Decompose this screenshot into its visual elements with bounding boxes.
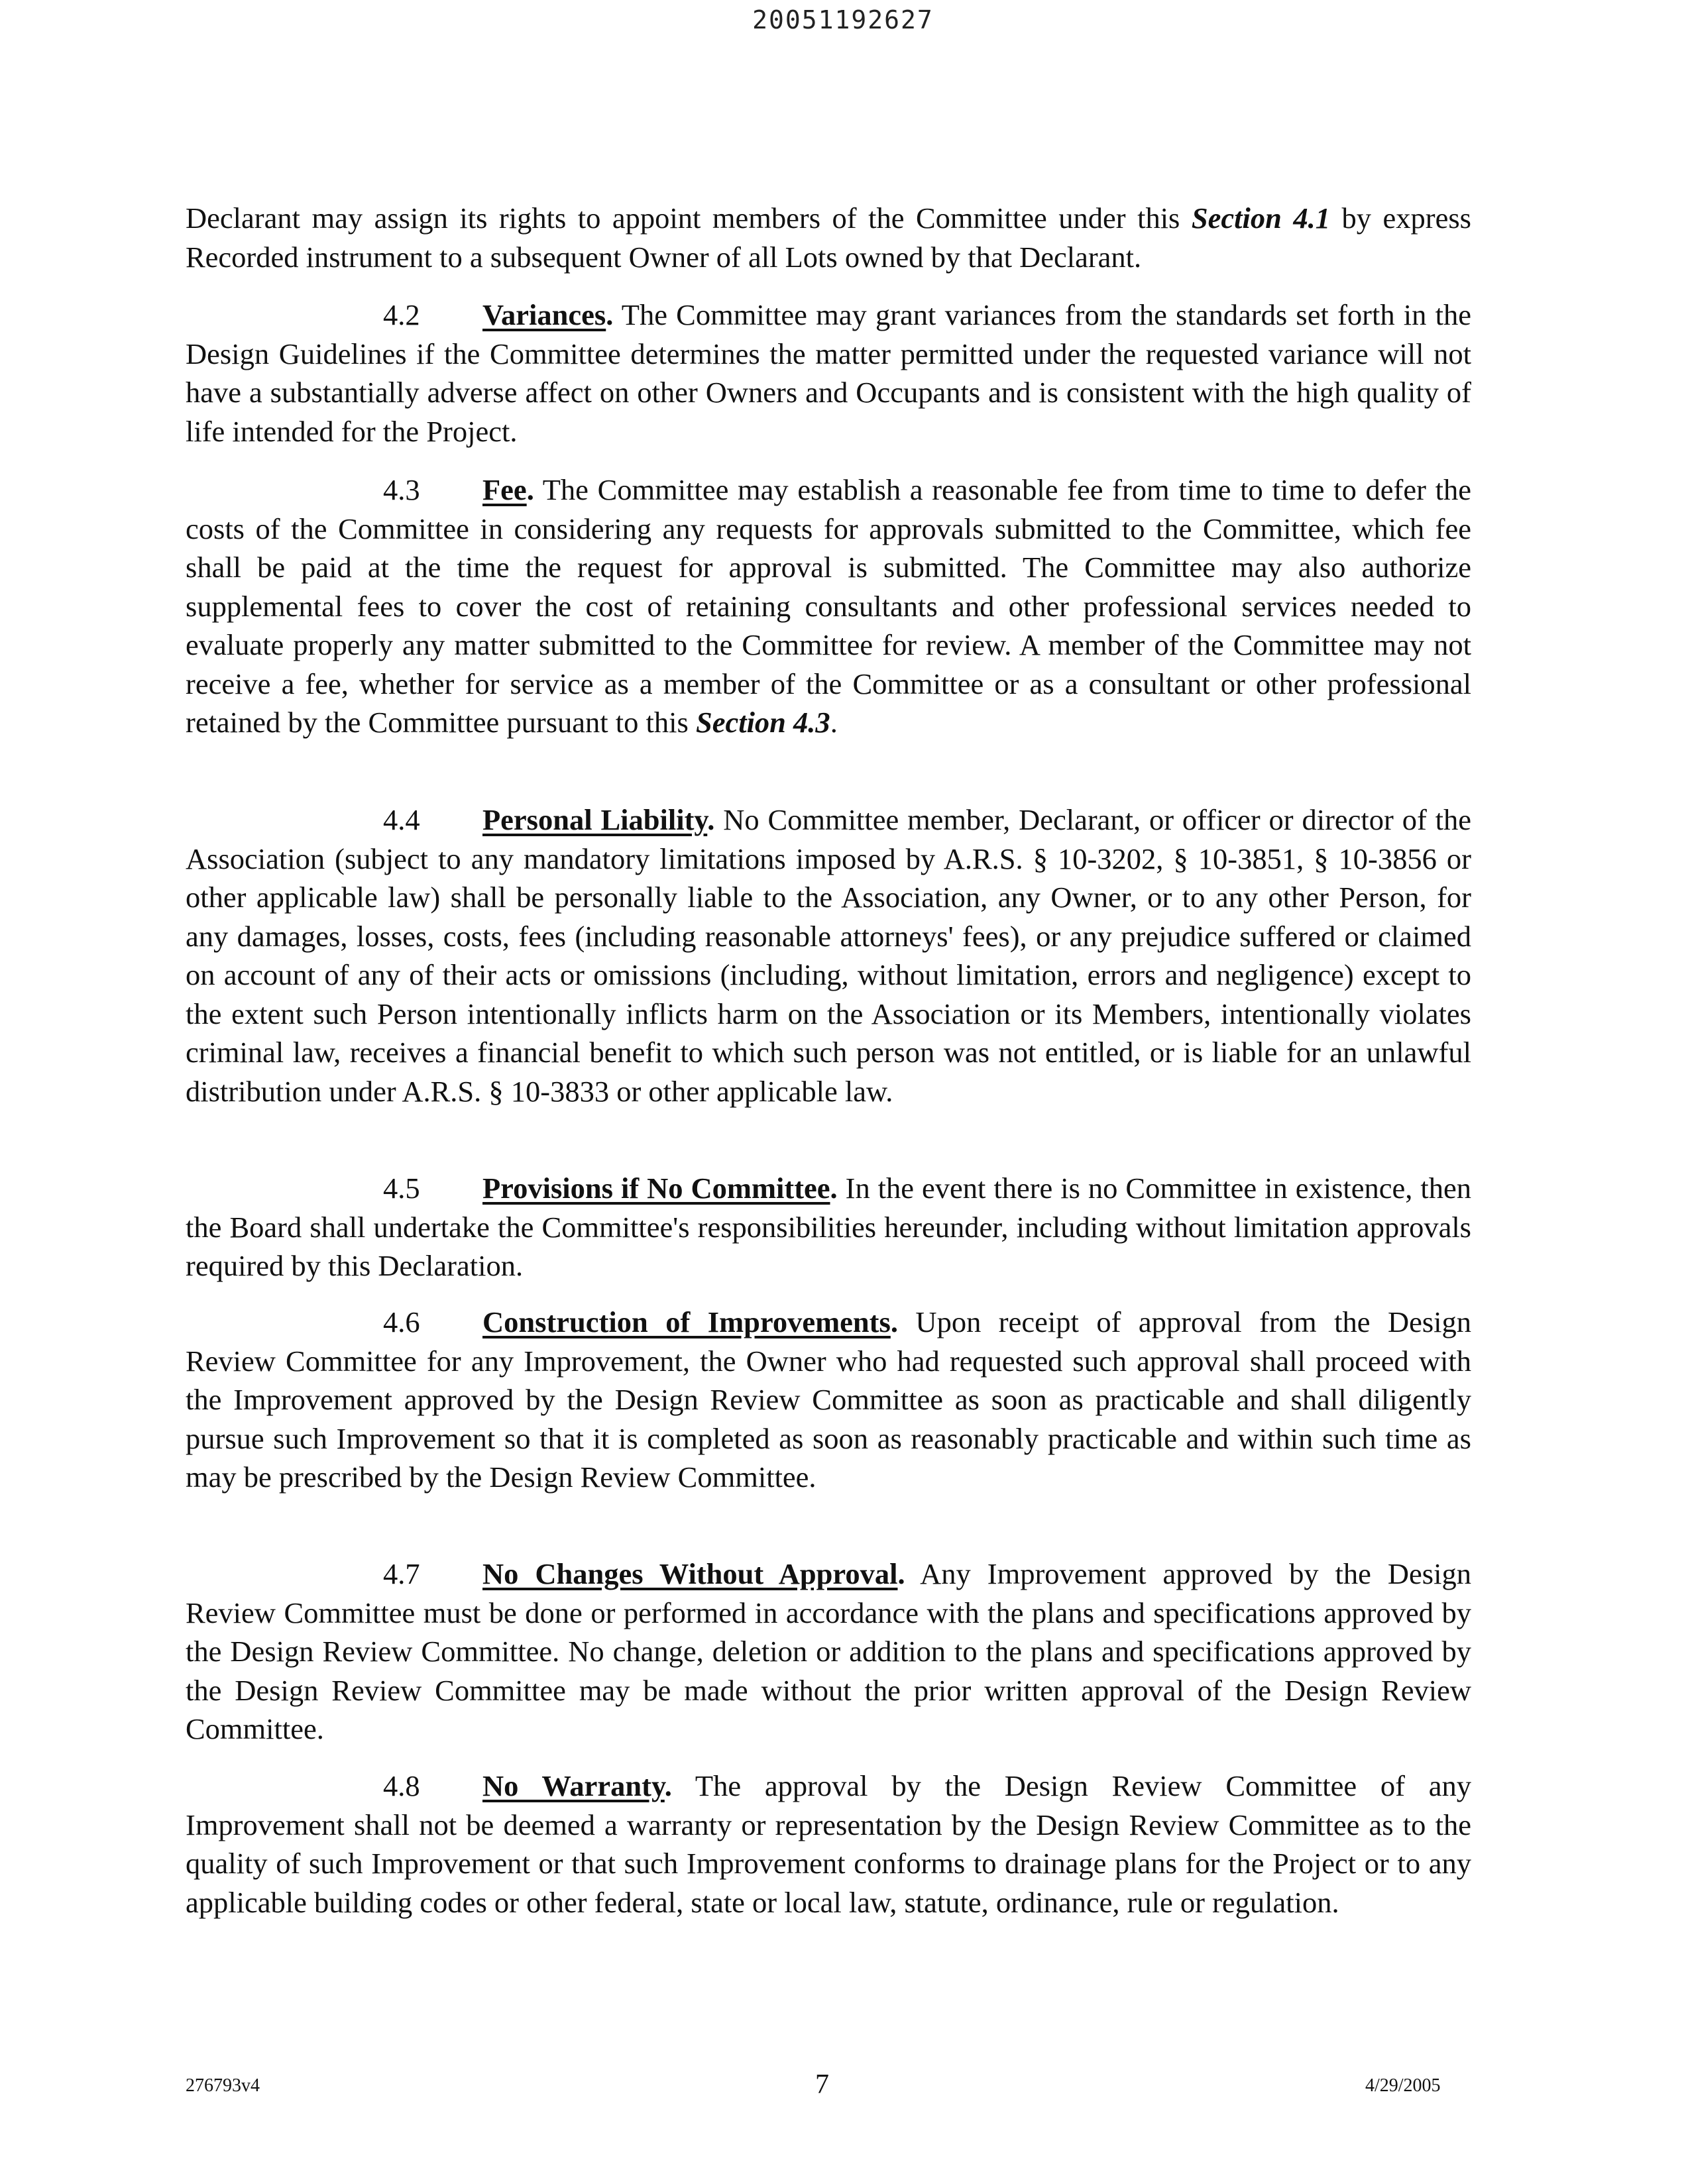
section-title: Variances bbox=[482, 298, 606, 331]
section-4-6: 4.6 Construction of Improvements. Upon receipt of approval from the Design Review Committee for any Improvement, the Owner who had requested such approval shall proceed with the Improvement approved by the Design Review Committee as soon as practicable and shall diligently pursue such Improvement so that it is completed as soon as reasonably practicable and within such time as may be prescribed by the Design Review Committee. bbox=[186, 1303, 1471, 1497]
section-end: . bbox=[830, 706, 838, 739]
section-4-2: 4.2 Variances. The Committee may grant variances from the standards set forth in the Design Guidelines if the Committee determines the matter permitted under the requested variance will not have a substantially adverse affect on other Owners and Occupants and is consistent with the high quality of life intended for the Project. bbox=[186, 296, 1471, 451]
section-number: 4.3 bbox=[383, 473, 420, 506]
section-4-7: 4.7 No Changes Without Approval. Any Improvement approved by the Design Review Committee must be done or performed in accordance with the plans and specifications approved by the Design Review Committee. No change, deletion or addition to the plans and specifications approved by the Design Review Committee may be made without the prior written approval of the Design Review Committee. bbox=[186, 1555, 1471, 1749]
intro-section-ref: Section 4.1 bbox=[1191, 201, 1331, 235]
section-body: The approval by the Design Review Committee of any Improvement shall not be deemed a warranty or representation by the Design Review Committee as to the quality of such Improvement or that such Improvement conforms to drainage plans for the Project or to any applicable building codes or other federal, state or local law, statute, ordinance, rule or regulation. bbox=[186, 1769, 1471, 1919]
section-title: No Changes Without Approval bbox=[482, 1557, 898, 1590]
section-title: Construction of Improvements bbox=[482, 1305, 891, 1338]
section-title: Personal Liability bbox=[482, 803, 708, 836]
section-4-4: 4.4 Personal Liability. No Committee member, Declarant, or officer or director of the Association (subject to any mandatory limitations imposed by A.R.S. § 10-3202, § 10-3851, § 10-3856 or other applicable law) shall be personally liable to the Association, any Owner, or to any other Person, for any damages, losses, costs, fees (including reasonable attorneys' fees), or any prejudice suffered or claimed on account of any of their acts or omissions (including, without limitation, errors and negligence) except to the extent such Person intentionally inflicts harm on the Association or its Members, intentionally violates criminal law, receives a financial benefit to which such person was not entitled, or is liable for an unlawful distribution under A.R.S. § 10-3833 or other applicable law. bbox=[186, 800, 1471, 1111]
footer-doc-id: 276793v4 bbox=[186, 2075, 260, 2096]
section-4-3: 4.3 Fee. The Committee may establish a reasonable fee from time to time to defer the costs of the Committee in considering any requests for approvals submitted to the Committee, which fee shall be paid at the time the request for approval is submitted. The Committee may also authorize supplemental fees to cover the cost of retaining consultants and other professional services needed to evaluate properly any matter submitted to the Committee for review. A member of the Committee may not receive a fee, whether for service as a member of the Committee or as a consultant or other professional retained by the Committee pursuant to this Section 4.3. bbox=[186, 470, 1471, 742]
section-4-5: 4.5 Provisions if No Committee. In the event there is no Committee in existence, then the Board shall undertake the Committee's responsibilities hereunder, including without limitation approvals required by this Declaration. bbox=[186, 1169, 1471, 1285]
intro-text-before: Declarant may assign its rights to appoint members of the Committee under this bbox=[186, 201, 1192, 235]
section-4-8: 4.8 No Warranty. The approval by the Design Review Committee of any Improvement shall not be deemed a warranty or representation by the Design Review Committee as to the quality of such Improvement or that such Improvement conforms to drainage plans for the Project or to any applicable building codes or other federal, state or local law, statute, ordinance, rule or regulation. bbox=[186, 1767, 1471, 1922]
section-number: 4.7 bbox=[383, 1557, 420, 1590]
section-number: 4.2 bbox=[383, 298, 420, 331]
section-number: 4.6 bbox=[383, 1305, 420, 1338]
section-body: The Committee may grant variances from the standards set forth in the Design Guidelines if the Committee determines the matter permitted under the requested variance will not have a substantially adverse affect on other Owners and Occupants and is consistent with the high quality of life intended for the Project. bbox=[186, 298, 1471, 448]
intro-paragraph bbox=[186, 199, 1471, 276]
section-number: 4.5 bbox=[383, 1172, 420, 1205]
record-number: 20051192627 bbox=[752, 5, 934, 34]
section-body: The Committee may establish a reasonable fee from time to time to defer the costs of the Committee in considering any requests for approvals submitted to the Committee, which fee shall be paid at the time the request for approval is submitted. The Committee may also authorize supplemental fees to cover the cost of retaining consultants and other professional services needed to evaluate properly any matter submitted to the Committee for review. A member of the Committee may not receive a fee, whether for service as a member of the Committee or as a consultant or other professional retained by the Committee pursuant to this bbox=[186, 473, 1471, 739]
footer-date: 4/29/2005 bbox=[1365, 2075, 1441, 2096]
section-body: Upon receipt of approval from the Design Review Committee for any Improvement, the Owner who had requested such approval shall proceed with the Improvement approved by the Design Review Committee as soon as practicable and shall diligently pursue such Improvement so that it is completed as soon as reasonably practicable and within such time as may be prescribed by the Design Review Committee. bbox=[186, 1305, 1472, 1494]
footer-page-number: 7 bbox=[815, 2069, 829, 2100]
section-number: 4.8 bbox=[383, 1769, 420, 1802]
section-body: Any Improvement approved by the Design Review Committee must be done or performed in accordance with the plans and specifications approved by the Design Review Committee. No change, deletion or addition to the plans and specifications approved by the Design Review Committee may be made without the prior written approval of the Design Review Committee. bbox=[186, 1557, 1471, 1745]
section-title: Provisions if No Committee bbox=[482, 1172, 830, 1205]
section-title: No Warranty bbox=[482, 1769, 665, 1802]
section-body: In the event there is no Committee in existence, then the Board shall undertake the Committee's responsibilities hereunder, including without limitation approvals required by this Declaration. bbox=[186, 1172, 1471, 1282]
intro-text-after: by express Recorded instrument to a subsequent Owner of all Lots owned by that Declarant. bbox=[186, 201, 1471, 274]
section-body: No Committee member, Declarant, or officer or director of the Association (subject to any mandatory limitations imposed by A.R.S. § 10-3202, § 10-3851, § 10-3856 or other applicable law) shall be personally liable to the Association, any Owner, or to any other Person, for any damages, losses, costs, fees (including reasonable attorneys' fees), or any prejudice suffered or claimed on account of any of their acts or omissions (including, without limitation, errors and negligence) except to the extent such Person intentionally inflicts harm on the Association or its Members, intentionally violates criminal law, receives a financial benefit to which such person was not entitled, or is liable for an unlawful distribution under A.R.S. § 10-3833 or other applicable law. bbox=[186, 803, 1471, 1108]
section-number: 4.4 bbox=[383, 803, 420, 836]
section-title: Fee bbox=[482, 473, 527, 506]
section-ref: Section 4.3 bbox=[695, 706, 830, 739]
